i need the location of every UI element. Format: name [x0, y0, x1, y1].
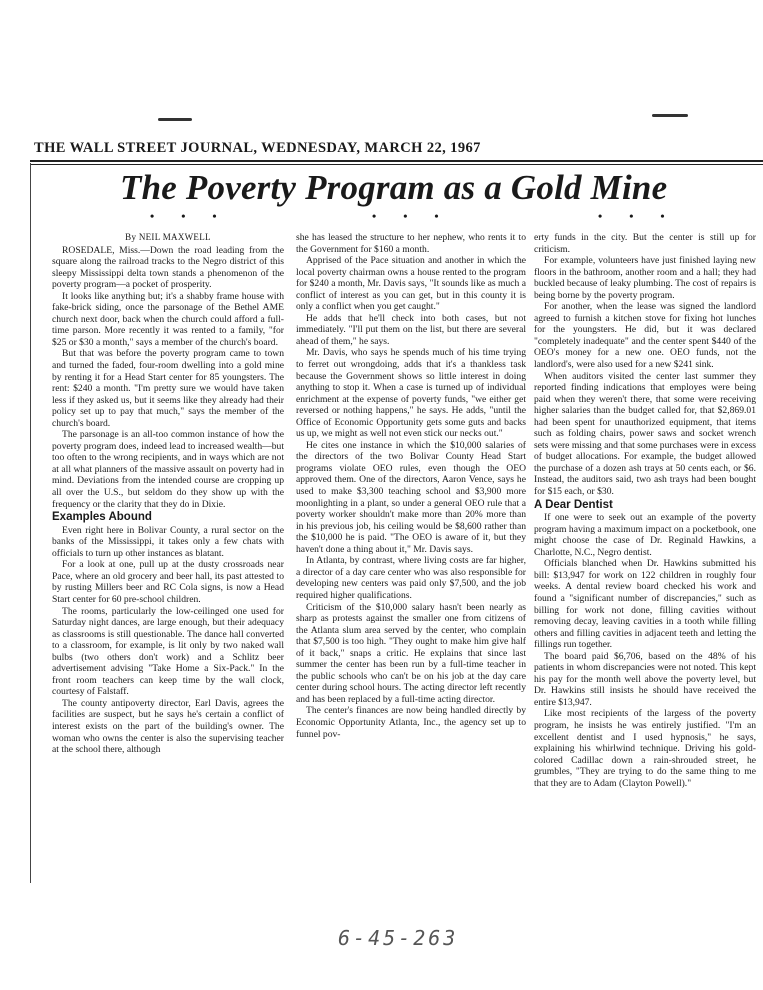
- byline: By NEIL MAXWELL: [125, 232, 211, 242]
- paragraph: The parsonage is an all-too common instance of how the poverty program does, indeed lead to increased wealth—but too often to the wrong recipients, and in ways which are not at all what planners of the massive assault on poverty had in mind. Deviations from the intended course are cropping up all over the U.S., but seldom do they show up with the frequency or the clarity that they do in Dixie.: [52, 429, 284, 510]
- paragraph: If one were to seek out an example of the poverty program having a maximum impact on a pocketbook, one might choose the case of Dr. Reginald Hawkins, a Charlotte, N.C., Negro dentist.: [534, 512, 756, 558]
- masthead-rule: [30, 160, 763, 162]
- paragraph: Officials blanched when Dr. Hawkins submitted his bill: $13,947 for work on 122 children in roughly four weeks. A dental review board checked his work and found a "significant number of discrepancies," such as billing for work not done, filling cavities without removing decay, leaving cavities in a tooth while filling others and filling cavities in adjacent teeth and letting the fillings run together.: [534, 558, 756, 651]
- paragraph: But that was before the poverty program came to town and turned the faded, four-room dwelling into a gold mine by renting it for a Head Start center for 85 youngsters. The rent: $240 a month. "I'm pretty sure we would have taken less if they asked us, but it seems like they already had their policy set up to pay that much," says the member of the church's board.: [52, 348, 284, 429]
- handwritten-note: 6-45-263: [338, 926, 459, 950]
- headline: The Poverty Program as a Gold Mine: [120, 168, 668, 207]
- paragraph: ROSEDALE, Miss.—Down the road leading from the square along the railroad tracks to the Negro district of this sleepy Mississippi delta town stands a phenomenon of the poverty program—a pocket of prosperity.: [52, 244, 284, 291]
- paragraph: He adds that he'll check into both cases, but not immediately. "I'll put them on the list, but there are several ahead of them," he says.: [296, 312, 526, 347]
- paragraph: Criticism of the $10,000 salary hasn't been nearly as sharp as protests against the smaller one from citizens of the Atlanta slum area served by the center, who complain that $7,500 is too high. "They ought to make him give half of it back," snaps a critic. He explains that since last summer the center has been run by a full-time teacher in the public schools who can't be on his job at the day care center during school hours. The acting director left recently and has been replaced by a full-time acting director.: [296, 601, 526, 705]
- paragraph: In Atlanta, by contrast, where living costs are far higher, a director of a day care center who was also responsible for developing new centers was paid only $7,500, and the job required higher qualifications.: [296, 555, 526, 601]
- paragraph: The rooms, particularly the low-ceilinged one used for Saturday night dances, are large enough, but their adequacy as classrooms is still questionable. The dance hall converted to a classroom, for example, is lit only by two naked wall bulbs (two others don't work) and a Schlitz beer advertisement advising "Take Home a Six-Pack." In the front room teachers can keep time by the wall clock, courtesy of Falstaff.: [52, 605, 284, 698]
- left-column-rule: [30, 163, 31, 883]
- subhead-examples-abound: Examples Abound: [52, 511, 152, 524]
- paragraph: When auditors visited the center last summer they reported finding indications that employes were being paid when they weren't there, that some were receiving higher salaries than the budget called for, that $2,869.01 had been spent for unauthorized equipment, that items such as folding chairs, power saws and socket wrench sets were missing and that some purchases were in excess of budget allocations. For example, the budget allowed the purchase of a dozen ash trays at 50 cents each, or $6. Instead, the auditors said, two ash trays had been bought for $15 each, or $30.: [534, 370, 756, 498]
- paragraph: erty funds in the city. But the center is still up for criticism.: [534, 232, 756, 255]
- paragraph: Mr. Davis, who says he spends much of his time trying to ferret out wrongdoing, adds that it's a thankless task because the Government shows so little interest in doing anything to stop it. When a case is turned up of individual enrichment at the expense of poverty funds, "we either get reversed or nothing happens," he says. He adds, "until the Office of Economic Opportunity gets some guts and backs us up, we might as well not even stick our necks out.": [296, 347, 526, 440]
- paragraph: He cites one instance in which the $10,000 salaries of the directors of the two Bolivar County Head Start programs violate OEO rules, even though the OEO approved them. One of the directors, Aaron Vence, says he used to make $3,300 teaching school and $3,900 more moonlighting in a plant, so under a general OEO rule that a poverty worker shouldn't make more than 20% more than in his previous job, his ceiling would be $8,600 rather than the $10,000 he is paid. "The OEO is aware of it, but they haven't done a thing about it," Mr. Davis says.: [296, 439, 526, 555]
- paragraph: It looks like anything but; it's a shabby frame house with fake-brick siding, once the parsonage of the Bethel AME church next door, back when the church could afford a full-time parson. More recently it was rented to a family, "for $25 or $30 a month," says a member of the church's board.: [52, 290, 284, 348]
- paragraph: The board paid $6,706, based on the 48% of his patients in whom discrepancies were not noted. This kept his pay for the month well above the poverty level, but Dr. Hawkins still insists he should have received the entire $13,947.: [534, 650, 756, 708]
- subhead-a-dear-dentist: A Dear Dentist: [534, 498, 613, 511]
- paragraph: Apprised of the Pace situation and another in which the local poverty chairman owns a house rented to the program for $240 a month, Mr. Davis says, "It sounds like as much a conflict of interest as you can get, but in this county it is only a conflict when you get caught.": [296, 255, 526, 313]
- scan-mark-right: [652, 114, 688, 117]
- paragraph: she has leased the structure to her nephew, who rents it to the Government for $160 a month.: [296, 232, 526, 255]
- paragraph: The county antipoverty director, Earl Davis, agrees the facilities are suspect, but he says he's certain a conflict of interest exists on the part of the building's owner. The woman who owns the center is also the supervising teacher at the school there, although: [52, 697, 284, 756]
- paragraph: Like most recipients of the largess of the poverty program, he insists he was entirely justified. "I'm an excellent dentist and I used hypnosis," he says, explaining his whirlwind technique. Driving his gold-colored Cadillac down a rain-shrouded street, he grumbles, "They are trying to do the same thing to me that they are to Adam (Clayton Powell).": [534, 708, 756, 789]
- scan-mark-left: [158, 118, 192, 121]
- ornament-dots-3: • • •: [598, 209, 677, 223]
- paragraph: For example, volunteers have just finished laying new floors in the bathroom, another room and a hall; they had buckled because of leaky plumbing. The cost of repairs is being borne by the poverty program.: [534, 255, 756, 301]
- paragraph: For a look at one, pull up at the dusty crossroads near Pace, where an old grocery and beer hall, its past attested to by rusting Millers beer and RC Cola signs, is now a Head Start center for 60 pre-school children.: [52, 559, 284, 605]
- masthead-rule-thin: [30, 164, 763, 165]
- masthead: THE WALL STREET JOURNAL, WEDNESDAY, MARCH 22, 1967: [34, 140, 481, 156]
- ornament-dots-1: • • •: [150, 209, 229, 223]
- paragraph: Even right here in Bolivar County, a rural sector on the banks of the Mississippi, it takes only a few chats with officials to turn up other instances as blatant.: [52, 524, 284, 559]
- ornament-dots-2: • • •: [372, 209, 451, 223]
- article-column-2: [296, 232, 526, 740]
- paragraph: The center's finances are now being handled directly by Economic Opportunity Atlanta, Inc., the agency set up to funnel pov-: [296, 705, 526, 740]
- paragraph: For another, when the lease was signed the landlord agreed to furnish a kitchen stove for fixing hot lunches for the youngsters. He did, but it was declared "completely inadequate" and the center spent $440 of the OEO's money for a new one. OEO funds, not the landlord's, were also used for a new $241 sink.: [534, 301, 756, 371]
- article-column-1: [52, 232, 284, 756]
- article-column-3: [534, 232, 756, 789]
